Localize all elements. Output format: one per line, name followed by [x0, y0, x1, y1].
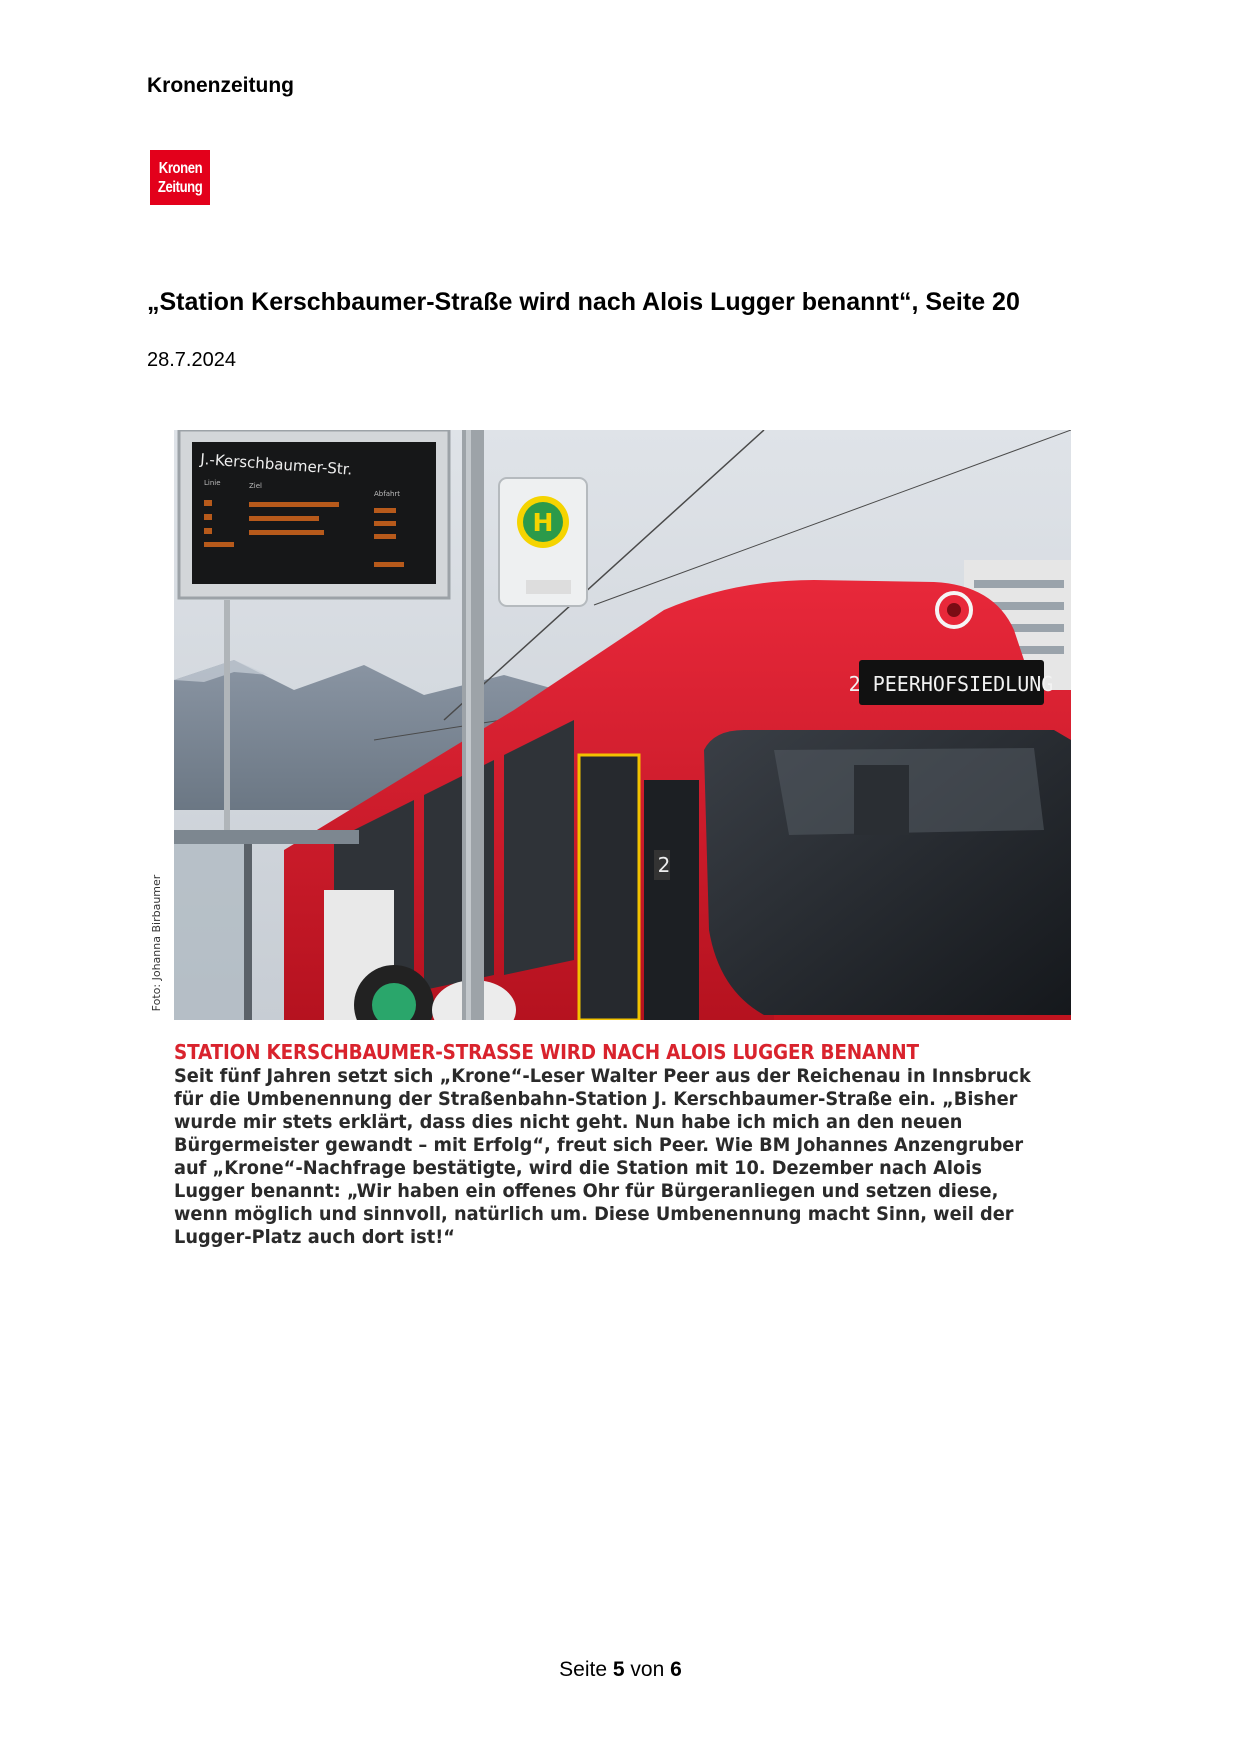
article-headline: „Station Kerschbaumer-Straße wird nach Alois Lugger benannt“, Seite 20: [147, 288, 1020, 316]
clipping-body: Seit fünf Jahren setzt sich „Krone“-Leser Walter Peer aus der Reichenau in Innsbruck für die Umbenennung der Straßenbahn-Station J. Kerschbaumer-Straße ein. „Bisher wurde mir stets erklärt, dass dies nicht geht. Nun habe ich mich an den neuen Bürgermeister gewandt – mit Erfolg“, freut sich Peer. Wie BM Johannes Anzengruber auf „Krone“-Nachfrage bestätigte, wird die Station mit 10. Dezember nach Alois Lugger benannt: „Wir haben ein offenes Ohr für Bürgeranliegen und setzen diese, wenn möglich und sinnvoll, natürlich um. Diese Umbenennung macht Sinn, weil der Lugger-Platz auch dort ist!“: [174, 1065, 1031, 1248]
tram-line-number: 2: [657, 853, 671, 877]
sign-pole: [462, 430, 484, 1020]
bus-stop-sign: [499, 478, 587, 606]
page-footer: [0, 1658, 1241, 1682]
photo-illustration: [174, 430, 1071, 1020]
board-station-name: J.-Kerschbaumer-Str.: [199, 450, 353, 479]
tram-destination-text: 2 PEERHOFSIEDLUNG: [848, 672, 1054, 696]
logo-line-2: Zeitung: [157, 178, 203, 196]
footer-prefix: Seite: [559, 1658, 608, 1681]
tram-station-photo: [174, 430, 1071, 1020]
board-col-ziel: Ziel: [249, 482, 262, 490]
logo-line-1: Kronen: [158, 159, 202, 177]
shelter-roof: [174, 830, 359, 844]
board-col-abfahrt: Abfahrt: [374, 490, 401, 498]
board-col-linie: Linie: [204, 479, 221, 487]
kronen-zeitung-logo: [150, 150, 210, 205]
footer-total-pages: 6: [670, 1658, 682, 1681]
photo-credit: Foto: Johanna Birbaumer: [150, 874, 163, 1012]
newspaper-clipping: [150, 425, 1075, 1248]
clipping-title: STATION KERSCHBAUMER-STRASSE WIRD NACH ALOIS LUGGER BENANNT: [174, 1040, 919, 1064]
publication-name: Kronenzeitung: [147, 74, 294, 97]
tram-door: [579, 755, 639, 1020]
footer-current-page: 5: [612, 1658, 625, 1681]
stop-sign-symbol: H: [532, 508, 554, 537]
departure-board: [179, 430, 449, 598]
footer-middle: von: [630, 1658, 665, 1681]
article-date: 28.7.2024: [147, 349, 236, 371]
